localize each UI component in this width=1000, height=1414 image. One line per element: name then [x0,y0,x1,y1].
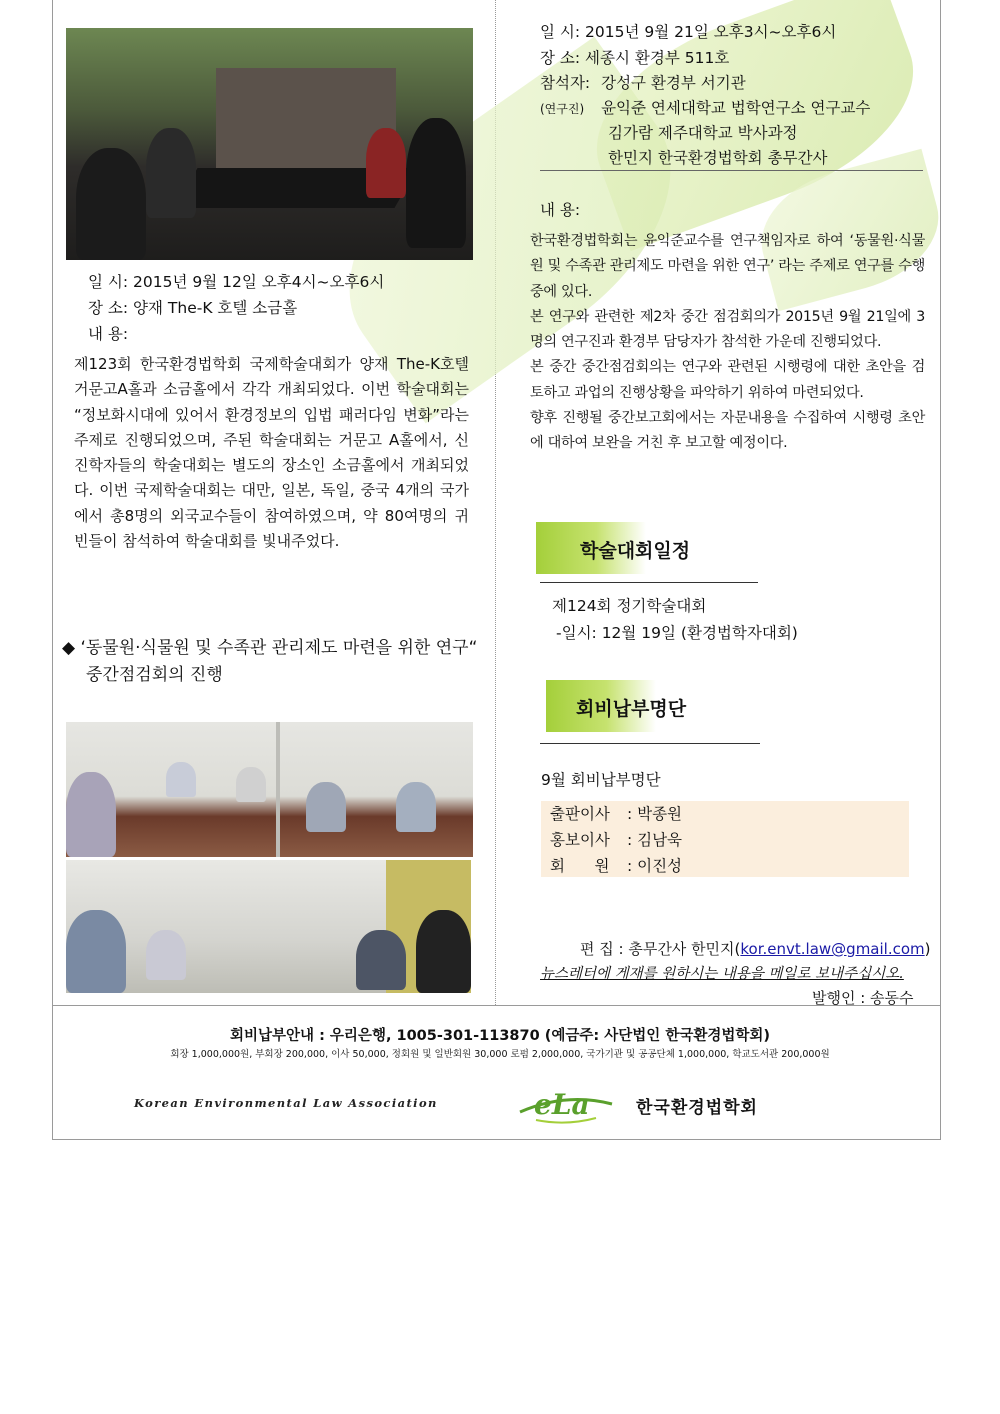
org-name-korean: 한국환경법학회 [636,1098,758,1118]
meeting2-date: 일 시: 2015년 9월 21일 오후3시~오후6시 [540,23,837,41]
meeting2-place: 장 소: 세종시 환경부 511호 [540,49,730,67]
meeting1-place: 장 소: 양재 The-K 호텔 소금홀 [88,299,298,317]
meeting1-content-label: 내 용: [88,325,129,343]
paragraph: 한국환경법학회는 윤익준교수를 연구책임자로 하여 ‘동물원·식물원 및 수족관 관리제도 마련을 위한 연구’ 라는 주제로 연구를 수행 중에 있다. [530,233,925,300]
meeting-photo-room-2 [66,860,471,993]
editor-line: 편 집 : 총무간사 한민지(kor.envt.law@gmail.com) [580,940,931,958]
interim-meeting-heading-line2: 중간점검회의 진행 [86,665,223,685]
paragraph: 본 중간 중간점검회의는 연구와 관련된 시행령에 대한 초안을 검토하고 과업의 진행상황을 파악하기 위하여 마련되었다. [530,359,925,401]
dues-heading: 회비납부명단 [576,698,687,720]
meeting-photo-hotel [66,28,473,260]
publisher: 발행인 : 송동수 [812,989,914,1007]
meeting-photo-room-1 [66,722,473,857]
meeting2-researcher: 김가람 제주대학교 박사과정 [608,124,798,142]
meeting2-content-label: 내 용: [540,201,581,219]
dues-account-info: 회비납부안내 : 우리은행, 1005-301-113870 (예금주: 사단법인 한국환경법학회) [229,1028,770,1044]
dues-subtitle: 9월 회비납부명단 [541,771,661,789]
interim-meeting-text [530,229,925,457]
paragraph: 향후 진행될 중간보고회에서는 자문내용을 수집하여 시행령 초안에 대하여 보완을 거친 후 보고할 예정이다. [530,410,925,452]
dues-row: 홍보이사 : 김남욱 [550,831,683,849]
submission-notice: 뉴스레터에 게재를 원하시는 내용을 메일로 보내주십시오. [540,966,904,982]
interim-meeting-heading: ◆ ‘동물원·식물원 및 수족관 관리제도 마련을 위한 연구“ [62,638,478,658]
membership-fees: 회장 1,000,000원, 부회장 200,000, 이사 50,000, 정회원 및 일반회원 30,000 로펌 2,000,000, 국가기관 및 공공단체 1,000,000, 학교도서관 200,000원 [170,1049,830,1060]
org-name-english: Korean Environmental Law Association [134,1096,438,1110]
meeting1-date: 일 시: 2015년 9월 12일 오후4시~오후6시 [88,273,385,291]
meeting2-researcher: (연구진) 윤익준 연세대학교 법학연구소 연구교수 [540,99,871,117]
paragraph: 본 연구와 관련한 제2차 중간 점검회의가 2015년 9월 21일에 3명의 연구진과 환경부 담당자가 참석한 가운데 진행되었다. [530,308,925,351]
schedule-event: 제124회 정기학술대회 [552,597,707,615]
editor-email-link[interactable]: kor.envt.law@gmail.com [740,940,925,958]
meeting2-attendee: 참석자: 강성구 환경부 서기관 [540,74,746,92]
footer-divider [52,1005,941,1006]
conference-report-text: 제123회 한국환경법학회 국제학술대회가 양재 The-K호텔 거문고A홀과 소금홀에서 각각 개최되었다. 이번 학술대회는 “정보화시대에 있어서 환경정보의 입법 패러다임 변화”라는 주제로 진행되었으며, 주된 학술대회는 거문고 A홀에서, 신진학자들의 학술대회는 별도의 장소인 소금홀에서 개최되었다. 이번 국제학술대회는 대만, 일본, 독일, 중국 4개의 국가에서 총8명의 외국교수들이 참여하였으며, 약 80여명의 귀빈들이 참석하여 학술대회를 빛내주었다. [74,355,469,551]
kela-logo-text: eLa [534,1088,590,1121]
meeting2-researcher: 한민지 한국환경법학회 총무간사 [608,149,828,167]
schedule-detail: -일시: 12월 19일 (환경법학자대회) [556,624,798,642]
dues-row: 출판이사 : 박종원 [550,805,683,823]
diamond-bullet-icon: ◆ [62,638,76,658]
dues-row: 회 원 : 이진성 [550,857,683,875]
schedule-heading: 학술대회일정 [580,540,691,562]
attendee-divider [540,170,923,171]
kela-logo-icon [516,1082,616,1126]
